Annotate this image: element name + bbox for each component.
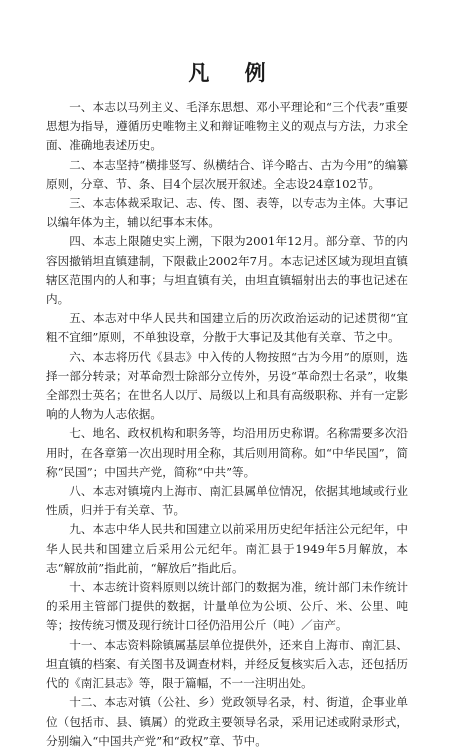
page-title: 凡 例: [188, 60, 280, 85]
paragraph-8: 八、本志对镇境内上海市、南汇县属单位情况，依据其地域或行业性质，归并于有关章、节。: [46, 484, 408, 518]
paragraph-6: 六、本志将历代《县志》中入传的人物按照“古为今用”的原则，选择一部分转录；对革命烈士除部分立传外，另设“革命烈士名录”，收集全部烈士英名；在世名人以厅、局级以上和具有高级职称、并有一定影响的人物为人志依据。: [46, 349, 408, 422]
paragraph-11: 十一、本志资料除镇属基层单位提供外，还来自上海市、南汇县、坦直镇的档案、有关图书及调查材料，并经反复核实后入志，还包括历代的《南汇县志》等，限于篇幅，不一一注明出处。: [46, 637, 408, 691]
paragraph-9: 九、本志中华人民共和国建立以前采用历史纪年括注公元纪年，中华人民共和国建立后采用公元纪年。南汇县于1949年5月解放，本志“解放前”指此前，“解放后”指此后。: [46, 522, 408, 575]
paragraph-1: 一、本志以马列主义、毛泽东思想、邓小平理论和“三个代表”重要思想为指导，遵循历史唯物主义和辩证唯物主义的观点与方法，力求全面、准确地表述历史。: [46, 100, 408, 153]
paragraph-12: 十二、本志对镇（公社、乡）党政领导名录，村、街道，企事业单位（包括市、县、镇属）的党政主要领导名录，采用记述或附录形式，分别编入“中国共产党”和“政权”章、节中。: [46, 695, 408, 748]
paragraph-10: 十、本志统计资料原则以统计部门的数据为准，统计部门未作统计的采用主管部门提供的数据，计量单位为公顷、公斤、米、公里、吨等；按传统习惯及现行统计口径仍沿用公斤（吨）／亩产。: [46, 580, 408, 633]
paragraph-2: 二、本志坚持“横排竖写、纵横结合、详今略古、古为今用”的编纂原则，分章、节、条、目4个层次展开叙述。全志设24章102节。: [46, 157, 408, 191]
paragraph-5: 五、本志对中华人民共和国建立后的历次政治运动的记述贯彻“宜粗不宜细”原则，不单独设章，分散于大事记及其他有关章、节之中。: [46, 311, 408, 345]
paragraph-4: 四、本志上限随史实上溯，下限为2001年12月。部分章、节的内容因撤销坦直镇建制，下限截止2002年7月。本志记述区域为现坦直镇辖区范围内的人和事；与坦直镇有关，由坦直镇辐射出去的事也记述在内。: [46, 234, 408, 307]
paragraph-3: 三、本志体裁采取记、志、传、图、表等，以专志为主体。大事记以编年体为主，辅以纪事本末体。: [46, 196, 408, 230]
paragraph-7: 七、地名、政权机构和职务等，均沿用历史称谓。名称需要多次沿用时，在各章第一次出现时用全称，其后则用简称。如“中华民国”，简称“民国”；中国共产党，简称“中共”等。: [46, 426, 408, 479]
